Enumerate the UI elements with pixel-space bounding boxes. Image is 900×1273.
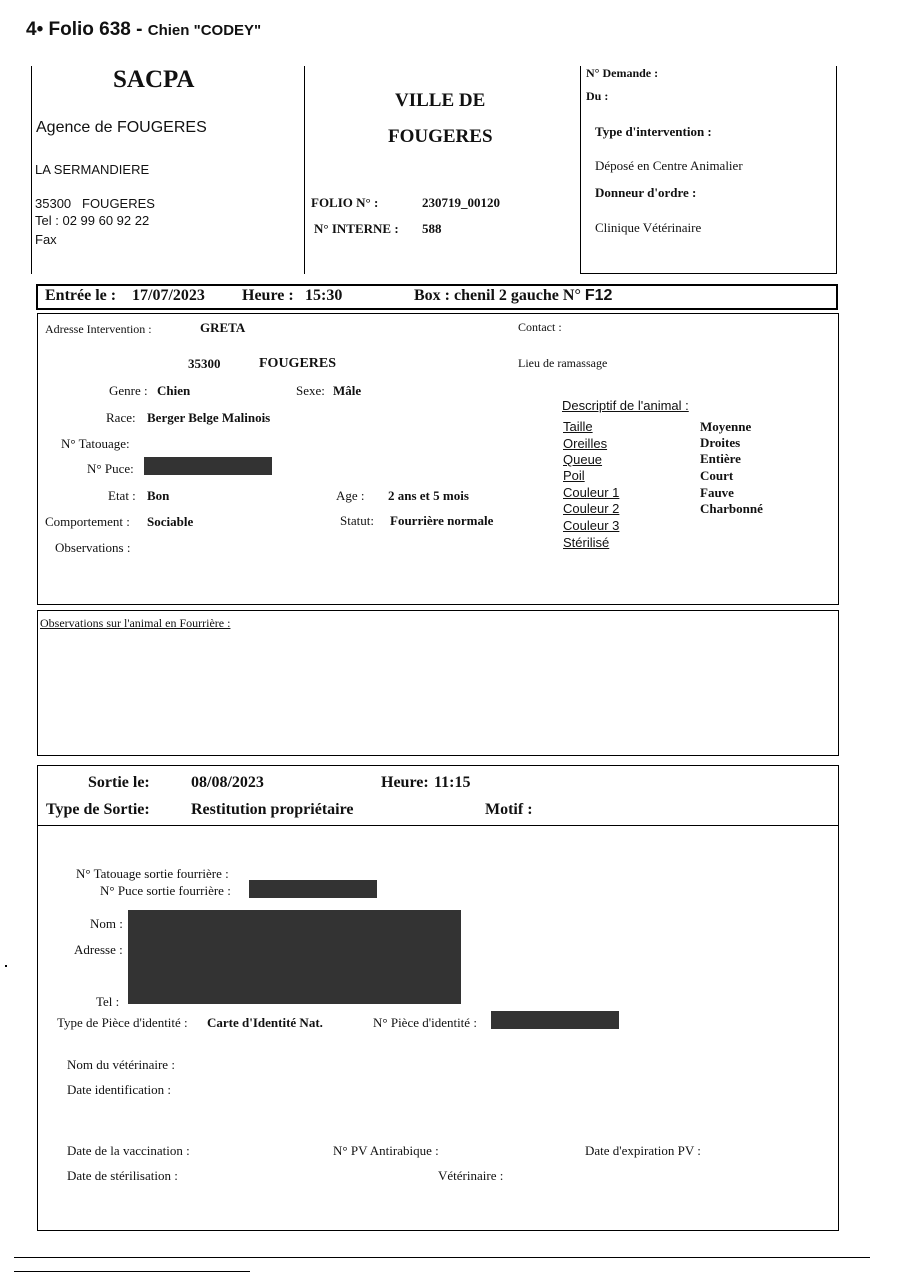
entree-heure-label: Heure :: [242, 287, 294, 304]
agency-postal: 35300: [35, 196, 72, 211]
footer-rule: [14, 1257, 870, 1258]
intervention-city: FOUGERES: [259, 356, 337, 371]
agency-city: FOUGERES: [82, 196, 155, 211]
puce-redaction: [144, 457, 272, 475]
header-divider-1: [304, 66, 305, 274]
descriptif-value: Court: [700, 468, 734, 483]
comportement-value: Sociable: [147, 514, 194, 529]
age-label: Age :: [336, 488, 365, 503]
descriptif-value: Charbonné: [700, 501, 763, 516]
descriptif-title: Descriptif de l'animal :: [562, 398, 689, 413]
comportement-label: Comportement :: [45, 514, 130, 529]
veterinaire-label: Vétérinaire :: [438, 1168, 504, 1183]
piece-num-redaction: [491, 1011, 619, 1029]
sexe-label: Sexe:: [296, 383, 325, 398]
interne-label: N° INTERNE :: [314, 221, 399, 236]
piece-type-value: Carte d'Identité Nat.: [207, 1015, 323, 1030]
entree-box-num: F12: [584, 287, 613, 304]
puce-sortie-label: N° Puce sortie fourrière :: [100, 883, 231, 898]
agency-name: SACPA: [113, 66, 195, 93]
agency-postal-city: [35, 196, 155, 211]
etat-label: Etat :: [108, 488, 136, 503]
nom-label: Nom :: [90, 916, 123, 931]
puce-label: N° Puce:: [87, 461, 134, 476]
entree-box-label: Box :: [414, 287, 450, 304]
header-left-border: [31, 66, 32, 274]
proprietaire-adresse-label: Adresse :: [74, 942, 123, 957]
sortie-motif-label: Motif :: [485, 801, 533, 818]
observations-fourriere-title: Observations sur l'animal en Fourrière :: [40, 616, 231, 630]
adresse-value: GRETA: [200, 320, 246, 335]
lieu-label: Lieu de ramassage: [518, 356, 608, 370]
interne-value: 588: [422, 221, 442, 236]
tatouage-sortie-label: N° Tatouage sortie fourrière :: [76, 866, 229, 881]
descriptif-value: Entière: [700, 451, 741, 466]
agency-fax: Fax: [35, 232, 57, 247]
sortie-heure-label: Heure:: [381, 774, 429, 791]
descriptif-label: Stérilisé: [563, 535, 610, 550]
heading-animal: Chien "CODEY": [147, 22, 262, 39]
demande-type-label: Type d'intervention :: [595, 124, 712, 139]
folio-value: 230719_00120: [422, 195, 500, 210]
descriptif-label: Couleur 1: [563, 485, 620, 500]
sexe-value: Mâle: [333, 383, 362, 398]
piece-num-label: N° Pièce d'identité :: [373, 1015, 477, 1030]
demande-donneur-label: Donneur d'ordre :: [595, 185, 697, 200]
sortie-header-rule: [37, 825, 839, 826]
descriptif-value: Fauve: [700, 485, 734, 500]
sortie-type-label: Type de Sortie:: [46, 801, 150, 818]
header-divider-2: [580, 66, 581, 274]
statut-value: Fourrière normale: [390, 513, 494, 528]
agency-tel-label: Tel :: [35, 213, 59, 228]
ville-line2: FOUGERES: [388, 126, 493, 147]
race-label: Race:: [106, 410, 136, 425]
genre-value: Chien: [157, 383, 191, 398]
date-vaccination-label: Date de la vaccination :: [67, 1143, 190, 1158]
sortie-heure: 11:15: [434, 774, 471, 791]
heading-prefix: 4•: [26, 19, 44, 40]
adresse-label: Adresse Intervention :: [45, 322, 152, 336]
descriptif-value: Moyenne: [700, 419, 752, 434]
agency-branch: Agence de FOUGERES: [36, 119, 207, 136]
entree-box-value: chenil 2 gauche N°: [454, 287, 581, 304]
margin-dot: [5, 965, 7, 967]
observations-label: Observations :: [55, 540, 131, 555]
entree-label: Entrée le :: [45, 287, 117, 304]
statut-label: Statut:: [340, 513, 374, 528]
proprietaire-tel-label: Tel :: [96, 994, 120, 1009]
pv-antirabique-label: N° PV Antirabique :: [333, 1143, 439, 1158]
demande-type-value: Déposé en Centre Animalier: [595, 158, 743, 173]
descriptif-label: Couleur 3: [563, 518, 620, 533]
age-value: 2 ans et 5 mois: [388, 488, 469, 503]
etat-value: Bon: [147, 488, 170, 503]
race-value: Berger Belge Malinois: [147, 410, 271, 425]
entree-box: [414, 287, 612, 305]
descriptif-label: Couleur 2: [563, 501, 620, 516]
descriptif-label: Poil: [563, 468, 585, 483]
date-expiration-label: Date d'expiration PV :: [585, 1143, 701, 1158]
piece-type-label: Type de Pièce d'identité :: [57, 1015, 188, 1030]
sortie-label: Sortie le:: [88, 774, 150, 791]
contact-label: Contact :: [518, 320, 562, 334]
tatouage-label: N° Tatouage:: [61, 436, 130, 451]
descriptif-label: Oreilles: [563, 436, 608, 451]
heading-folio: Folio 638: [48, 19, 131, 40]
heading-sep: -: [136, 19, 143, 40]
descriptif-label: Queue: [563, 452, 603, 467]
ville-line1: VILLE DE: [395, 90, 486, 111]
agency-address: LA SERMANDIERE: [35, 162, 150, 177]
veterinaire-nom-label: Nom du vétérinaire :: [67, 1057, 175, 1072]
folio-label: FOLIO N° :: [311, 195, 379, 210]
proprietaire-redaction: [128, 910, 461, 1004]
observations-fourriere-box: [37, 610, 839, 756]
demande-du-label: Du :: [586, 89, 609, 103]
sortie-date: 08/08/2023: [191, 774, 264, 791]
entree-heure: 15:30: [305, 287, 343, 304]
header-right-border: [836, 66, 837, 274]
puce-sortie-redaction: [249, 880, 377, 898]
descriptif-label: Taille: [563, 419, 593, 434]
descriptif-value: Droites: [700, 435, 741, 450]
sortie-type-value: Restitution propriétaire: [191, 801, 354, 818]
intervention-postal: 35300: [188, 356, 221, 371]
agency-tel-value: 02 99 60 92 22: [62, 213, 150, 228]
footer-short-rule: [14, 1271, 250, 1272]
demande-donneur-value: Clinique Vétérinaire: [595, 220, 702, 235]
entree-date: 17/07/2023: [132, 287, 205, 304]
demande-num-label: N° Demande :: [586, 66, 659, 80]
date-identification-label: Date identification :: [67, 1082, 171, 1097]
agency-tel: [35, 213, 149, 228]
page-heading: [26, 19, 261, 41]
header-bottom-rule: [580, 273, 837, 274]
genre-label: Genre :: [109, 383, 148, 398]
date-sterilisation-label: Date de stérilisation :: [67, 1168, 178, 1183]
